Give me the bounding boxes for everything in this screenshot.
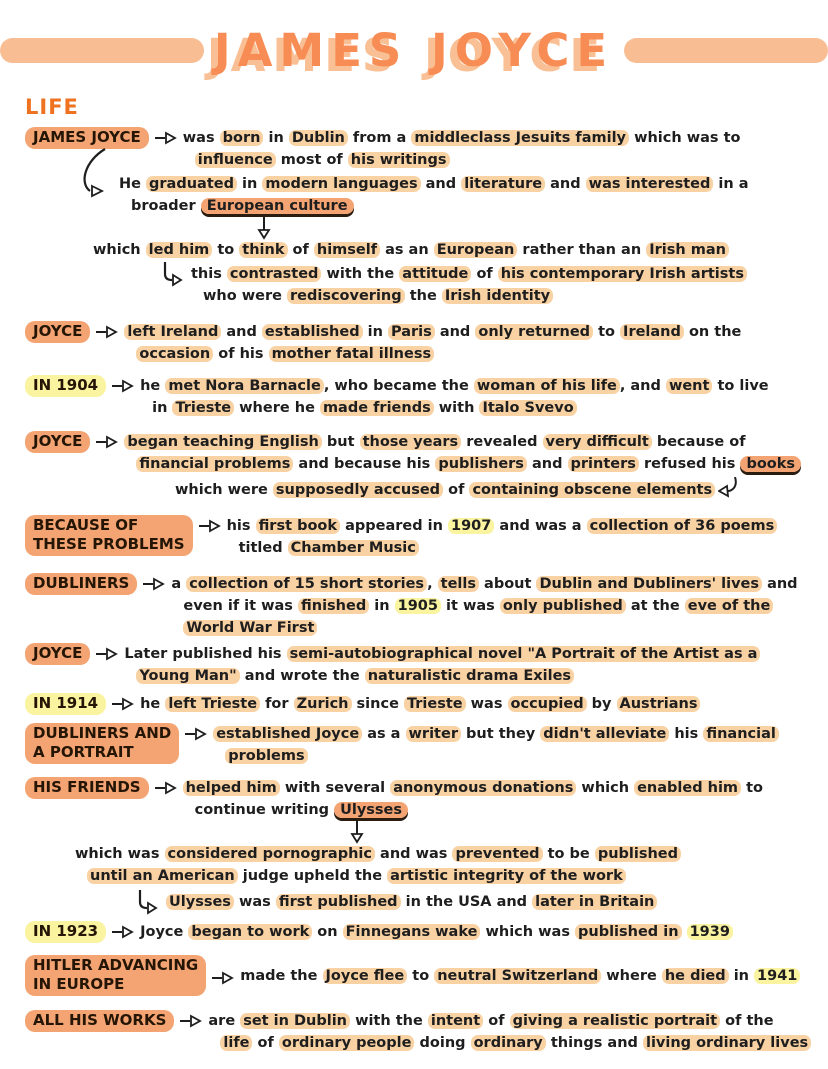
highlighted-text: was interested: [586, 176, 714, 192]
highlighted-text: financial problems: [136, 456, 293, 472]
highlighted-text: Finnegans wake: [343, 924, 481, 940]
right-arrow-icon: [95, 325, 119, 339]
entry-dubliners-and-portrait: [25, 723, 828, 767]
text-segment: and: [545, 176, 586, 192]
text-segment: which was: [75, 846, 165, 862]
note-text: [183, 777, 763, 821]
highlighted-text: semi-autobiographical novel "A Portrait of the Artist as a: [287, 646, 761, 662]
note-line: [171, 573, 797, 595]
text-segment: made the: [240, 967, 323, 984]
highlighted-text: giving a realistic portrait: [510, 1013, 721, 1029]
text-segment: as an: [380, 242, 434, 258]
note-line: [166, 891, 657, 913]
note-line: [124, 431, 801, 453]
entry-james-joyce: [25, 127, 828, 171]
text-segment: about: [478, 576, 537, 592]
note-text: [213, 723, 779, 767]
text-segment: where: [601, 967, 662, 984]
highlighted-text: established: [262, 324, 363, 340]
highlighted-text: writer: [406, 726, 461, 742]
text-segment: appeared in: [340, 518, 448, 534]
right-arrow-icon: [154, 131, 178, 145]
long-curved-connector-arrow-icon: [75, 147, 115, 201]
highlighted-text: prevented: [452, 846, 542, 862]
note-line: [183, 595, 797, 617]
text-segment: and: [526, 456, 568, 472]
highlighted-text: collection of 15 short stories: [186, 576, 427, 592]
note-text: [171, 573, 797, 639]
highlighted-text: born: [220, 130, 264, 146]
topic-label: IN 1904: [25, 375, 106, 397]
text-segment: and: [221, 324, 262, 340]
highlighted-text: eve of the: [685, 598, 774, 614]
text-segment: with the: [350, 1013, 428, 1029]
emphasized-term: European culture: [201, 198, 354, 214]
highlighted-text: Austrians: [617, 696, 701, 712]
note-line: [131, 195, 749, 217]
note-line: [183, 777, 763, 799]
topic-label: JOYCE: [25, 643, 90, 665]
text-segment: by: [586, 696, 617, 712]
text-segment: with the: [321, 266, 400, 282]
highlighted-text: influence: [195, 152, 276, 168]
highlighted-text: until an American: [87, 868, 238, 884]
topic-label: HITLER ADVANCING IN EUROPE: [25, 955, 206, 996]
section-heading: LIFE: [25, 95, 79, 119]
topic-label: JOYCE: [25, 431, 90, 453]
note-line: [225, 745, 779, 767]
curve-down-right-arrow-icon: [160, 261, 186, 287]
text-segment: to: [593, 324, 621, 340]
note-text: [75, 843, 681, 887]
text-segment: Joyce: [140, 924, 189, 940]
text-segment: things and: [545, 1035, 643, 1051]
note-line: [75, 843, 681, 865]
right-arrow-icon: [111, 925, 135, 939]
sub-which-led-him: [93, 239, 828, 261]
highlighted-text: Dublin and Dubliners' lives: [536, 576, 762, 592]
text-segment: which: [576, 780, 635, 796]
highlighted-text: very difficult: [543, 434, 652, 450]
year-highlight: 1941: [754, 968, 800, 984]
text-segment: even if it was: [183, 598, 298, 614]
note-text: [119, 173, 749, 217]
right-arrow-icon: [95, 435, 119, 449]
highlighted-text: naturalistic drama Exiles: [365, 668, 574, 684]
text-segment: since: [351, 696, 404, 712]
highlighted-text: those years: [360, 434, 462, 450]
marker-european-culture: [257, 217, 828, 239]
note-text: [227, 515, 778, 559]
highlighted-text: World War First: [183, 620, 317, 636]
topic-label: DUBLINERS AND A PORTRAIT: [25, 723, 179, 764]
highlighted-text: problems: [225, 748, 307, 764]
highlighted-text: left Ireland: [124, 324, 221, 340]
note-text: [183, 127, 741, 171]
text-segment: at the: [625, 598, 685, 614]
text-segment: of: [287, 242, 314, 258]
text-segment: a: [171, 576, 187, 592]
highlighted-text: artistic integrity of the work: [387, 868, 626, 884]
text-segment: and was a: [494, 518, 587, 534]
title-banner: [0, 0, 828, 77]
note-text: [175, 477, 738, 501]
text-segment: ,: [427, 576, 438, 592]
note-text: [140, 921, 733, 943]
text-segment: he: [140, 696, 166, 712]
page-title: JAMES JOYCE: [213, 24, 615, 77]
text-segment: of: [252, 1035, 279, 1051]
text-segment: and wrote the: [239, 668, 365, 684]
text-segment: and: [762, 576, 798, 592]
highlighted-text: attitude: [399, 266, 471, 282]
note-line: [140, 693, 700, 715]
topic-label: IN 1914: [25, 693, 106, 715]
note-line: [136, 453, 801, 475]
highlighted-text: intent: [428, 1013, 483, 1029]
right-arrow-icon: [184, 727, 208, 741]
highlighted-text: Trieste: [404, 696, 466, 712]
text-segment: his: [669, 726, 704, 742]
highlighted-text: containing obscene elements: [469, 482, 715, 498]
hook-up-arrow-icon: [718, 477, 738, 499]
right-arrow-icon: [211, 971, 235, 985]
note-line: [213, 723, 779, 745]
highlighted-text: European: [434, 242, 518, 258]
highlighted-text: established Joyce: [213, 726, 362, 742]
entry-joyce-paris: [25, 321, 828, 365]
highlighted-text: graduated: [146, 176, 237, 192]
highlighted-text: didn't alleviate: [540, 726, 669, 742]
entry-in-1904: [25, 375, 828, 419]
note-line: [119, 173, 749, 195]
highlighted-text: finished: [298, 598, 369, 614]
text-segment: revealed: [461, 434, 543, 450]
note-line: [183, 617, 797, 639]
down-arrow-icon: [350, 821, 364, 844]
highlighted-text: first book: [256, 518, 340, 534]
topic-label: IN 1923: [25, 921, 106, 943]
title-bar-right: [624, 38, 828, 63]
note-line: [195, 799, 763, 821]
text-segment: the: [404, 288, 442, 304]
highlighted-text: Ulysses: [166, 894, 234, 910]
highlighted-text: mother fatal illness: [269, 346, 435, 362]
highlighted-text: first published: [276, 894, 401, 910]
text-segment: in: [263, 130, 289, 146]
note-text: [93, 239, 729, 261]
text-segment: titled: [238, 540, 288, 556]
highlighted-text: led him: [146, 242, 213, 258]
highlighted-text: Irish man: [646, 242, 729, 258]
highlighted-text: considered pornographic: [165, 846, 375, 862]
highlighted-text: Italo Svevo: [479, 400, 576, 416]
year-highlight: 1905: [395, 598, 441, 614]
highlighted-text: himself: [314, 242, 380, 258]
highlighted-text: left Trieste: [165, 696, 260, 712]
entry-in-1914: [25, 693, 828, 715]
highlighted-text: Zurich: [294, 696, 352, 712]
note-text: [240, 965, 800, 987]
title-bar-left: [0, 38, 204, 63]
note-line: [239, 537, 778, 559]
right-arrow-icon: [154, 781, 178, 795]
text-segment: to: [741, 780, 763, 796]
highlighted-text: only published: [500, 598, 626, 614]
highlighted-text: Young Man": [136, 668, 239, 684]
note-line: [87, 865, 681, 887]
text-segment: judge upheld the: [237, 868, 388, 884]
sub-this-contrasted: [160, 263, 828, 307]
note-text: [124, 431, 801, 475]
highlighted-text: began teaching English: [124, 434, 321, 450]
right-arrow-icon: [179, 1014, 203, 1028]
emphasized-term: books: [740, 456, 801, 472]
highlighted-text: met Nora Barnacle: [165, 378, 324, 394]
text-segment: but: [321, 434, 360, 450]
text-segment: this: [191, 266, 227, 282]
text-segment: in: [152, 400, 173, 416]
text-segment: as a: [362, 726, 406, 742]
highlighted-text: occasion: [136, 346, 213, 362]
text-segment: which was: [480, 924, 575, 940]
highlighted-text: rediscovering: [287, 288, 405, 304]
note-text: [166, 891, 657, 913]
highlighted-text: modern languages: [262, 176, 420, 192]
note-line: [183, 127, 741, 149]
text-segment: to: [212, 242, 240, 258]
entry-because-of-problems: [25, 515, 828, 559]
highlighted-text: enabled him: [634, 780, 741, 796]
highlighted-text: contrasted: [227, 266, 322, 282]
highlighted-text: made friends: [320, 400, 434, 416]
text-segment: to live: [712, 378, 769, 394]
right-arrow-icon: [111, 379, 135, 393]
text-segment: He: [119, 176, 147, 192]
text-segment: [682, 924, 687, 940]
text-segment: Later published his: [124, 646, 287, 662]
highlighted-text: middleclass Jesuits family: [411, 130, 629, 146]
note-line: [140, 375, 769, 397]
text-segment: rather than an: [517, 242, 647, 258]
note-line: [124, 321, 741, 343]
entry-joyce-teaching: [25, 431, 828, 475]
note-line: [191, 263, 747, 285]
highlighted-text: think: [239, 242, 287, 258]
text-segment: broader: [131, 198, 201, 214]
topic-label: JOYCE: [25, 321, 90, 343]
text-segment: his: [226, 518, 256, 534]
text-segment: where he: [234, 400, 320, 416]
note-line: [152, 397, 769, 419]
text-segment: from a: [347, 130, 412, 146]
highlighted-text: anonymous donations: [390, 780, 576, 796]
highlighted-text: supposedly accused: [273, 482, 443, 498]
text-segment: in: [369, 598, 395, 614]
text-segment: to: [407, 967, 435, 984]
text-segment: who were: [203, 288, 287, 304]
topic-label: ALL HIS WORKS: [25, 1010, 174, 1032]
topic-label: JAMES JOYCE: [25, 127, 149, 149]
text-segment: which was to: [629, 130, 741, 146]
text-segment: with several: [279, 780, 391, 796]
note-text: [208, 1010, 811, 1054]
text-segment: in: [728, 967, 755, 984]
entry-in-1923: [25, 921, 828, 943]
entry-all-his-works: [25, 1010, 828, 1054]
text-segment: on the: [683, 324, 742, 340]
entry-joyce-portrait: [25, 643, 828, 687]
highlighted-text: published in: [575, 924, 682, 940]
note-text: [140, 693, 700, 715]
text-segment: for: [260, 696, 294, 712]
note-line: [93, 239, 729, 261]
note-line: [136, 665, 760, 687]
note-line: [136, 343, 741, 365]
note-text: [124, 643, 760, 687]
topic-label: HIS FRIENDS: [25, 777, 149, 799]
text-segment: and: [420, 176, 462, 192]
highlighted-text: occupied: [508, 696, 587, 712]
highlighted-text: ordinary: [471, 1035, 546, 1051]
text-segment: because of: [651, 434, 746, 450]
highlighted-text: he died: [662, 968, 729, 984]
text-segment: it was: [440, 598, 500, 614]
entry-hitler-advancing: [25, 955, 828, 996]
highlighted-text: only returned: [475, 324, 593, 340]
highlighted-text: Joyce flee: [323, 968, 408, 984]
sub-he-graduated: [75, 173, 828, 217]
text-segment: of the: [720, 1013, 774, 1029]
text-segment: of: [471, 266, 498, 282]
highlighted-text: his writings: [348, 152, 450, 168]
down-arrow-icon: [257, 217, 271, 240]
highlighted-text: neutral Switzerland: [434, 968, 601, 984]
text-segment: with: [433, 400, 480, 416]
note-line: [124, 643, 760, 665]
text-segment: was: [465, 696, 508, 712]
entry-dubliners: [25, 573, 828, 639]
note-line: [220, 1032, 811, 1054]
text-segment: in: [236, 176, 263, 192]
text-segment: was: [233, 894, 276, 910]
entry-his-friends: [25, 777, 828, 821]
highlighted-text: financial: [703, 726, 779, 742]
text-segment: of: [443, 482, 470, 498]
text-segment: was: [182, 130, 220, 146]
marker-ulysses: [350, 821, 828, 843]
text-segment: in the USA and: [400, 894, 533, 910]
topic-label: BECAUSE OF THESE PROBLEMS: [25, 515, 193, 556]
text-segment: which: [93, 242, 146, 258]
highlighted-text: life: [220, 1035, 252, 1051]
highlighted-text: Ireland: [620, 324, 684, 340]
text-segment: he: [140, 378, 166, 394]
text-segment: of: [483, 1013, 510, 1029]
highlighted-text: Paris: [388, 324, 435, 340]
highlighted-text: Irish identity: [442, 288, 553, 304]
text-segment: in a: [713, 176, 749, 192]
text-segment: and because his: [293, 456, 436, 472]
text-segment: but they: [460, 726, 541, 742]
topic-label: DUBLINERS: [25, 573, 137, 595]
right-arrow-icon: [198, 519, 222, 533]
text-segment: and was: [374, 846, 453, 862]
text-segment: most of: [275, 152, 348, 168]
text-segment: in: [362, 324, 388, 340]
highlighted-text: Dublin: [289, 130, 348, 146]
text-segment: on: [312, 924, 343, 940]
note-line: [175, 477, 738, 501]
text-segment: to be: [542, 846, 595, 862]
note-line: [208, 1010, 811, 1032]
note-text: [140, 375, 769, 419]
sub-ulysses-published: [135, 891, 828, 915]
right-arrow-icon: [111, 697, 135, 711]
highlighted-text: ordinary people: [279, 1035, 415, 1051]
text-segment: doing: [414, 1035, 471, 1051]
highlighted-text: woman of his life: [474, 378, 620, 394]
year-highlight: 1939: [687, 924, 733, 940]
highlighted-text: later in Britain: [532, 894, 657, 910]
right-arrow-icon: [95, 647, 119, 661]
highlighted-text: Chamber Music: [288, 540, 419, 556]
highlighted-text: his contemporary Irish artists: [498, 266, 747, 282]
highlighted-text: living ordinary lives: [643, 1035, 811, 1051]
highlighted-text: set in Dublin: [240, 1013, 350, 1029]
text-segment: , and: [619, 378, 666, 394]
highlighted-text: went: [666, 378, 712, 394]
highlighted-text: tells: [438, 576, 479, 592]
text-segment: are: [208, 1013, 241, 1029]
note-line: [240, 965, 800, 987]
sub-obscene-elements: [175, 477, 828, 501]
note-text: [124, 321, 741, 365]
highlighted-text: published: [595, 846, 681, 862]
emphasized-term: Ulysses: [334, 802, 408, 818]
note-line: [203, 285, 747, 307]
highlighted-text: collection of 36 poems: [587, 518, 778, 534]
note-line: [195, 149, 741, 171]
sub-pornographic: [75, 843, 828, 887]
highlighted-text: began to work: [188, 924, 312, 940]
year-highlight: 1907: [448, 518, 494, 534]
text-segment: which were: [175, 482, 273, 498]
highlighted-text: publishers: [435, 456, 527, 472]
text-segment: of his: [213, 346, 269, 362]
curve-down-right-arrow-icon: [135, 889, 161, 915]
note-line: [227, 515, 778, 537]
text-segment: , who became the: [323, 378, 474, 394]
notes-content: [0, 125, 828, 1054]
text-segment: refused his: [638, 456, 741, 472]
text-segment: and: [434, 324, 476, 340]
highlighted-text: Trieste: [172, 400, 234, 416]
right-arrow-icon: [142, 577, 166, 591]
highlighted-text: printers: [568, 456, 639, 472]
text-segment: continue writing: [194, 802, 335, 818]
note-line: [140, 921, 733, 943]
highlighted-text: helped him: [183, 780, 280, 796]
note-text: [191, 263, 747, 307]
highlighted-text: literature: [461, 176, 545, 192]
